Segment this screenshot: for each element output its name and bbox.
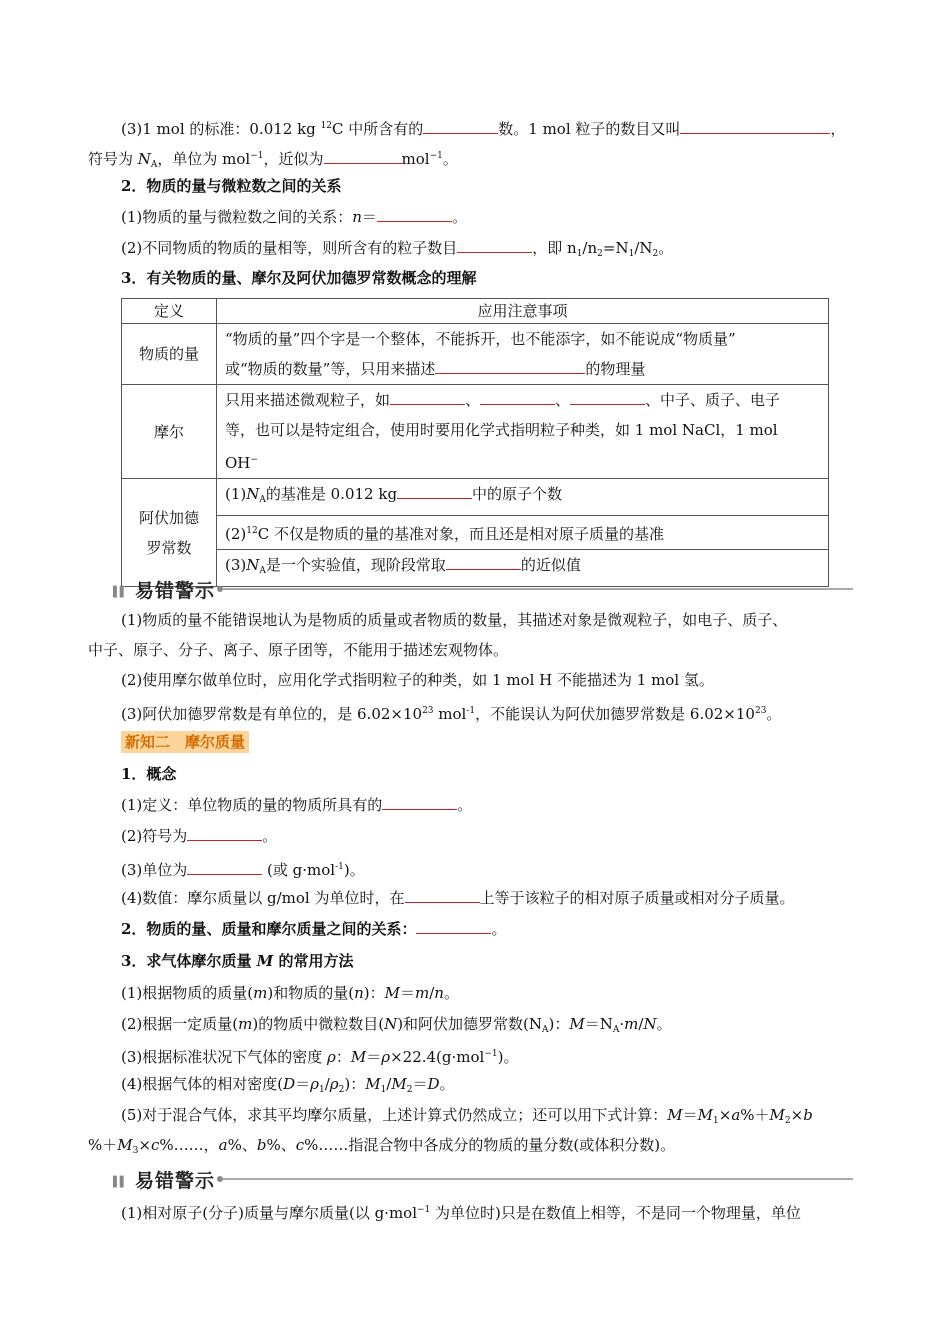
line-symbol: 符号为 $N_A$，单位为 mol$^{-1}$，近似为 mol$^{-1}$。 — [88, 150, 458, 170]
blank[interactable] — [324, 149, 402, 164]
blank[interactable] — [423, 119, 498, 134]
warning-title: 易错警示 — [135, 1170, 216, 1192]
heading-concepts: 3．有关物质的量、摩尔及阿伏加德罗常数概念的理解 — [121, 269, 477, 287]
line-relation-1: (1)物质的量与微粒数之间的关系：n＝ 。 — [121, 208, 467, 226]
warning-title: 易错警示 — [135, 580, 216, 602]
line-relation-2: (2)不同物质的物质的量相等，则所含有的粒子数目 ，即 $n_1/n_2=N_1/N_2$。 — [121, 239, 674, 259]
concept-line: (2)符号为 。 — [121, 827, 278, 845]
method-line: (4)根据气体的相对密度$(D=\rho_1/\rho_2)$：$M_1/M_2=D$。 — [121, 1075, 455, 1095]
heading-relation-mass: 2．物质的量、质量和摩尔质量之间的关系： 。 — [121, 920, 507, 938]
row-notes-avogadro-2: $(2)^{12}C$ 不仅是物质的量的基准对象，而且还是相对原子质量的基准 — [217, 516, 829, 550]
concepts-table — [121, 298, 829, 587]
warning-text: (1)相对原子(分子)质量与摩尔质量(以 g·mol$^{-1}$ 为单位时)只是在数值上相等，不是同一个物理量，单位 — [121, 1204, 801, 1222]
warning-text: (2)使用摩尔做单位时，应用化学式指明粒子的种类，如 1 mol H 不能描述为 1 mol 氢。 — [121, 671, 714, 689]
blank[interactable] — [187, 826, 262, 841]
table-row — [122, 516, 829, 550]
concept-line: (1)定义：单位物质的量的物质所具有的 。 — [121, 796, 473, 814]
blank[interactable] — [390, 390, 465, 405]
blank[interactable] — [570, 390, 645, 405]
blank[interactable] — [435, 359, 585, 374]
heading-concept: 1．概念 — [121, 765, 177, 783]
row-notes-avogadro-3: $(3)N_A$是一个实验值，现阶段常取 的近似值 — [217, 550, 829, 587]
warning-text: (3)阿伏加德罗常数是有单位的，是 $6.02\times 10^{23}$ mol$^{-1}$，不能误认为阿伏加德罗常数是 $6.02\times 10^{23}$。 — [121, 705, 782, 723]
method-line: $\%+M_3\times c\%\dots\dots$，a%、b%、c%……指混合物中各成分的物质的量分数(或体积分数)。 — [88, 1136, 676, 1156]
bars-icon: ▌▌ — [113, 1177, 127, 1188]
table-row — [122, 324, 829, 385]
blank[interactable] — [187, 860, 262, 875]
concept-line: (4)数值：摩尔质量以 g/mol 为单位时，在 上等于该粒子的相对原子质量或相对分子质量。 — [121, 889, 795, 907]
blank[interactable] — [480, 390, 555, 405]
method-line: (2)根据一定质量(m)的物质中微粒数目(N)和阿伏加德罗常数$(N_A)$：$M=N_A\cdot m/N$。 — [121, 1015, 672, 1035]
warning-text: (1)物质的量不能错误地认为是物质的质量或者物质的数量，其描述对象是微观粒子，如电子、质子、 — [121, 611, 788, 629]
bars-icon: ▌▌ — [113, 587, 127, 598]
method-line: (5)对于混合气体，求其平均摩尔质量，上述计算式仍然成立；还可以用下式计算：$M=M_1\times a\%+M_2\times b$ — [121, 1106, 813, 1126]
method-line: (1)根据物质的质量(m)和物质的量(n)：M＝m/n。 — [121, 984, 459, 1002]
row-label-avogadro: 阿伏加德 罗常数 — [122, 479, 217, 587]
line-standard: (3)1 mol 的标准：0.012 kg $^{12}$C 中所含有的 数。1 mol 粒子的数目又叫 ， — [121, 120, 846, 138]
heading-methods: 3．求气体摩尔质量 M 的常用方法 — [121, 952, 354, 970]
warning-banner — [113, 576, 853, 602]
heading-relation: 2．物质的量与微粒数之间的关系 — [121, 177, 342, 195]
row-notes-mole: 只用来描述微观粒子，如 、 、 、中子、质子、电子 等，也可以是特定组合，使用时要用化学式指明粒子种类，如 1 mol NaCl，1 mol OH− — [217, 385, 829, 479]
header-definition: 定义 — [122, 299, 217, 324]
blank[interactable] — [377, 207, 452, 222]
row-label-amount: 物质的量 — [122, 324, 217, 385]
table-row — [122, 385, 829, 479]
warning-text: 中子、原子、分子、离子、原子团等，不能用于描述宏观物体。 — [88, 641, 509, 659]
table-row — [122, 479, 829, 516]
row-notes-avogadro-1: $(1)N_A$的基准是 0.012 kg 中的原子个数 — [217, 479, 829, 516]
divider — [223, 1178, 853, 1180]
concept-line: (3)单位为 (或 g·mol$^{-1}$)。 — [121, 861, 365, 879]
blank[interactable] — [382, 795, 457, 810]
blank[interactable] — [397, 484, 472, 499]
blank[interactable] — [446, 555, 521, 570]
table-row — [122, 299, 829, 324]
method-line: (3)根据标准状况下气体的密度 ρ：M＝ρ×22.4(g·mol$^{-1}$)。 — [121, 1048, 519, 1066]
section-label: 新知二 摩尔质量 — [121, 731, 249, 753]
blank[interactable] — [416, 919, 491, 934]
blank[interactable] — [405, 888, 480, 903]
warning-banner — [113, 1166, 853, 1192]
blank[interactable] — [457, 238, 532, 253]
blank[interactable] — [680, 119, 830, 134]
row-notes-amount: “物质的量”四个字是一个整体，不能拆开，也不能添字，如不能说成“物质量” 或“物质的数量”等，只用来描述 的物理量 — [217, 324, 829, 385]
header-notes: 应用注意事项 — [217, 299, 829, 324]
row-label-mole: 摩尔 — [122, 385, 217, 479]
divider — [223, 588, 853, 590]
